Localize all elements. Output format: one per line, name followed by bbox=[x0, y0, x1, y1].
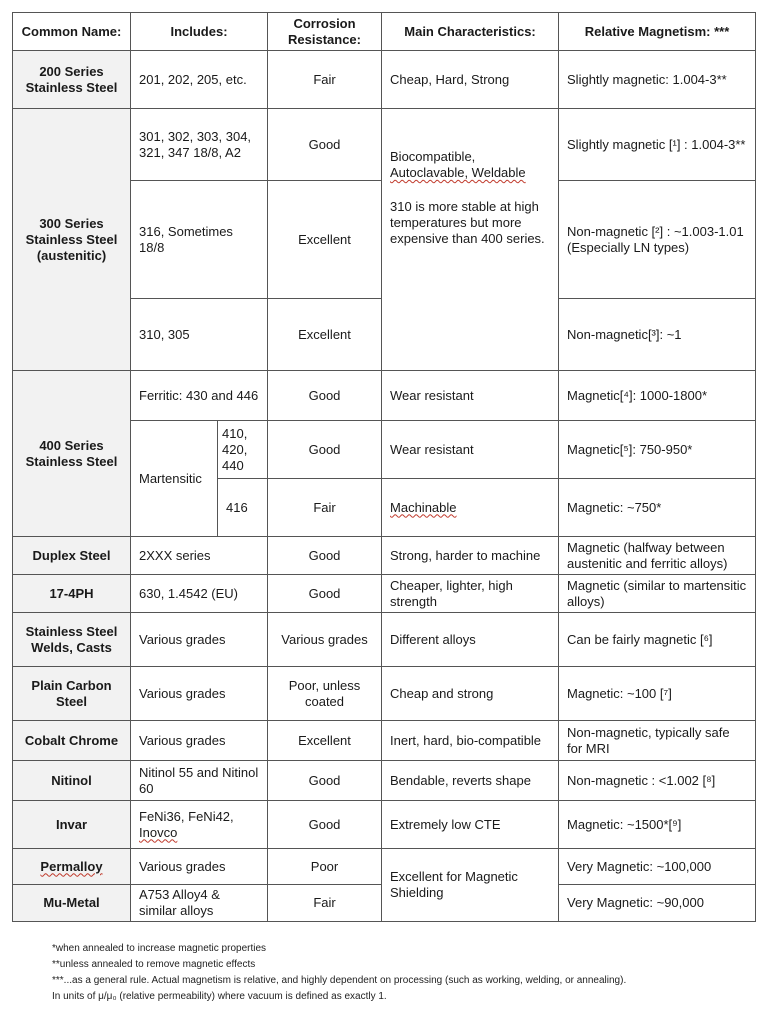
header-characteristics: Main Characteristics: bbox=[382, 13, 559, 51]
cell-characteristics: Wear resistant bbox=[382, 421, 559, 479]
cell-characteristics: Different alloys bbox=[382, 613, 559, 667]
footnote-annealed-remove: **unless annealed to remove magnetic effects bbox=[52, 959, 256, 970]
cell-corrosion: Various grades bbox=[268, 613, 382, 667]
cell-includes: 2XXX series bbox=[131, 537, 268, 575]
cell-magnetism: Magnetic (similar to martensitic alloys) bbox=[559, 575, 756, 613]
cell-characteristics: Cheaper, lighter, high strength bbox=[382, 575, 559, 613]
table-row bbox=[13, 613, 756, 667]
row-name-200-series: 200 Series Stainless Steel bbox=[13, 51, 131, 109]
cell-characteristics: Cheap, Hard, Strong bbox=[382, 51, 559, 109]
cell-characteristics: Bendable, reverts shape bbox=[382, 761, 559, 801]
cell-characteristics: Machinable bbox=[382, 479, 559, 537]
cell-magnetism: Can be fairly magnetic [⁶] bbox=[559, 613, 756, 667]
row-name-mu-metal: Mu-Metal bbox=[13, 885, 131, 922]
cell-includes: 301, 302, 303, 304, 321, 347 18/8, A2 bbox=[131, 109, 268, 181]
cell-magnetism: Magnetic[⁵]: 750-950* bbox=[559, 421, 756, 479]
table-row bbox=[13, 761, 756, 801]
cell-magnetism: Non-magnetic : <1.002 [⁸] bbox=[559, 761, 756, 801]
cell-includes: Various grades bbox=[131, 721, 268, 761]
cell-characteristics-300-series bbox=[382, 109, 559, 371]
characteristics-line-a: Biocompatible, Autoclavable, Weldable bbox=[390, 149, 526, 180]
cell-corrosion: Excellent bbox=[268, 721, 382, 761]
header-common-name: Common Name: bbox=[13, 13, 131, 51]
cell-corrosion: Poor bbox=[268, 849, 382, 885]
cell-corrosion: Good bbox=[268, 801, 382, 849]
row-name-invar: Invar bbox=[13, 801, 131, 849]
table-row bbox=[13, 371, 756, 421]
cell-includes: Various grades bbox=[131, 667, 268, 721]
cell-includes: 630, 1.4542 (EU) bbox=[131, 575, 268, 613]
steel-comparison-table bbox=[12, 12, 756, 922]
cell-corrosion: Good bbox=[268, 371, 382, 421]
table-row bbox=[13, 801, 756, 849]
cell-corrosion: Good bbox=[268, 537, 382, 575]
cell-corrosion: Fair bbox=[268, 51, 382, 109]
row-name-400-series: 400 Series Stainless Steel bbox=[13, 371, 131, 537]
cell-corrosion: Good bbox=[268, 109, 382, 181]
cell-magnetism: Non-magnetic [²] : ~1.003-1.01 (Especially LN types) bbox=[559, 181, 756, 299]
header-includes: Includes: bbox=[131, 13, 268, 51]
cell-includes: A753 Alloy4 & similar alloys bbox=[131, 885, 268, 922]
cell-magnetism: Magnetic (halfway between austenitic and ferritic alloys) bbox=[559, 537, 756, 575]
cell-characteristics: Wear resistant bbox=[382, 371, 559, 421]
row-name-cobalt-chrome: Cobalt Chrome bbox=[13, 721, 131, 761]
row-name-plain-carbon-steel: Plain Carbon Steel bbox=[13, 667, 131, 721]
row-name-stainless-welds: Stainless Steel Welds, Casts bbox=[13, 613, 131, 667]
row-name-300-series: 300 Series Stainless Steel (austenitic) bbox=[13, 109, 131, 371]
cell-magnetism: Non-magnetic[³]: ~1 bbox=[559, 299, 756, 371]
cell-magnetism: Magnetic: ~750* bbox=[559, 479, 756, 537]
cell-characteristics: Strong, harder to machine bbox=[382, 537, 559, 575]
cell-magnetism: Magnetic: ~1500*[⁹] bbox=[559, 801, 756, 849]
cell-grades: 410, 420, 440 bbox=[218, 421, 268, 479]
cell-corrosion: Fair bbox=[268, 479, 382, 537]
table-row bbox=[13, 575, 756, 613]
cell-corrosion: Good bbox=[268, 575, 382, 613]
header-row bbox=[13, 13, 756, 51]
cell-magnetism: Non-magnetic, typically safe for MRI bbox=[559, 721, 756, 761]
cell-magnetism: Magnetic: ~100 [⁷] bbox=[559, 667, 756, 721]
cell-magnetism: Magnetic[⁴]: 1000-1800* bbox=[559, 371, 756, 421]
cell-includes: 201, 202, 205, etc. bbox=[131, 51, 268, 109]
cell-corrosion: Fair bbox=[268, 885, 382, 922]
cell-corrosion: Good bbox=[268, 421, 382, 479]
cell-includes: 310, 305 bbox=[131, 299, 268, 371]
cell-includes: Various grades bbox=[131, 613, 268, 667]
table-row bbox=[13, 667, 756, 721]
row-name-17-4ph: 17-4PH bbox=[13, 575, 131, 613]
header-corrosion: Corrosion Resistance: bbox=[268, 13, 382, 51]
cell-martensitic-label: Martensitic bbox=[131, 421, 218, 537]
header-magnetism: Relative Magnetism: *** bbox=[559, 13, 756, 51]
table-row bbox=[13, 51, 756, 109]
cell-corrosion: Poor, unless coated bbox=[268, 667, 382, 721]
cell-includes: 316, Sometimes 18/8 bbox=[131, 181, 268, 299]
cell-characteristics: Inert, hard, bio-compatible bbox=[382, 721, 559, 761]
cell-magnetism: Slightly magnetic [¹] : 1.004-3** bbox=[559, 109, 756, 181]
row-name-duplex-steel: Duplex Steel bbox=[13, 537, 131, 575]
row-name-nitinol: Nitinol bbox=[13, 761, 131, 801]
cell-includes: Nitinol 55 and Nitinol 60 bbox=[131, 761, 268, 801]
table-row bbox=[13, 849, 756, 885]
row-name-permalloy: Permalloy bbox=[13, 849, 131, 885]
cell-corrosion: Excellent bbox=[268, 181, 382, 299]
cell-includes: Various grades bbox=[131, 849, 268, 885]
cell-magnetism: Very Magnetic: ~90,000 bbox=[559, 885, 756, 922]
cell-corrosion: Good bbox=[268, 761, 382, 801]
cell-magnetism: Very Magnetic: ~100,000 bbox=[559, 849, 756, 885]
cell-characteristics-shielding: Excellent for Magnetic Shielding bbox=[382, 849, 559, 922]
table-row bbox=[13, 537, 756, 575]
cell-includes: FeNi36, FeNi42, Inovco bbox=[131, 801, 268, 849]
table-row bbox=[13, 109, 756, 181]
cell-characteristics: Cheap and strong bbox=[382, 667, 559, 721]
cell-grades: 416 bbox=[218, 479, 268, 537]
footnote-general-rule: ***...as a general rule. Actual magnetism is relative, and highly dependent on processing (such as working, welding, or annealing). bbox=[52, 975, 627, 986]
footnote-annealed-increase: *when annealed to increase magnetic properties bbox=[52, 943, 267, 954]
footnotes bbox=[52, 941, 752, 1005]
table-row bbox=[13, 721, 756, 761]
cell-includes: Ferritic: 430 and 446 bbox=[131, 371, 268, 421]
characteristics-line-b: 310 is more stable at high temperatures but more expensive than 400 series. bbox=[390, 199, 545, 246]
cell-magnetism: Slightly magnetic: 1.004-3** bbox=[559, 51, 756, 109]
footnote-units: In units of μ/μ₀ (relative permeability) where vacuum is defined as exactly 1. bbox=[52, 991, 387, 1002]
cell-corrosion: Excellent bbox=[268, 299, 382, 371]
cell-characteristics: Extremely low CTE bbox=[382, 801, 559, 849]
